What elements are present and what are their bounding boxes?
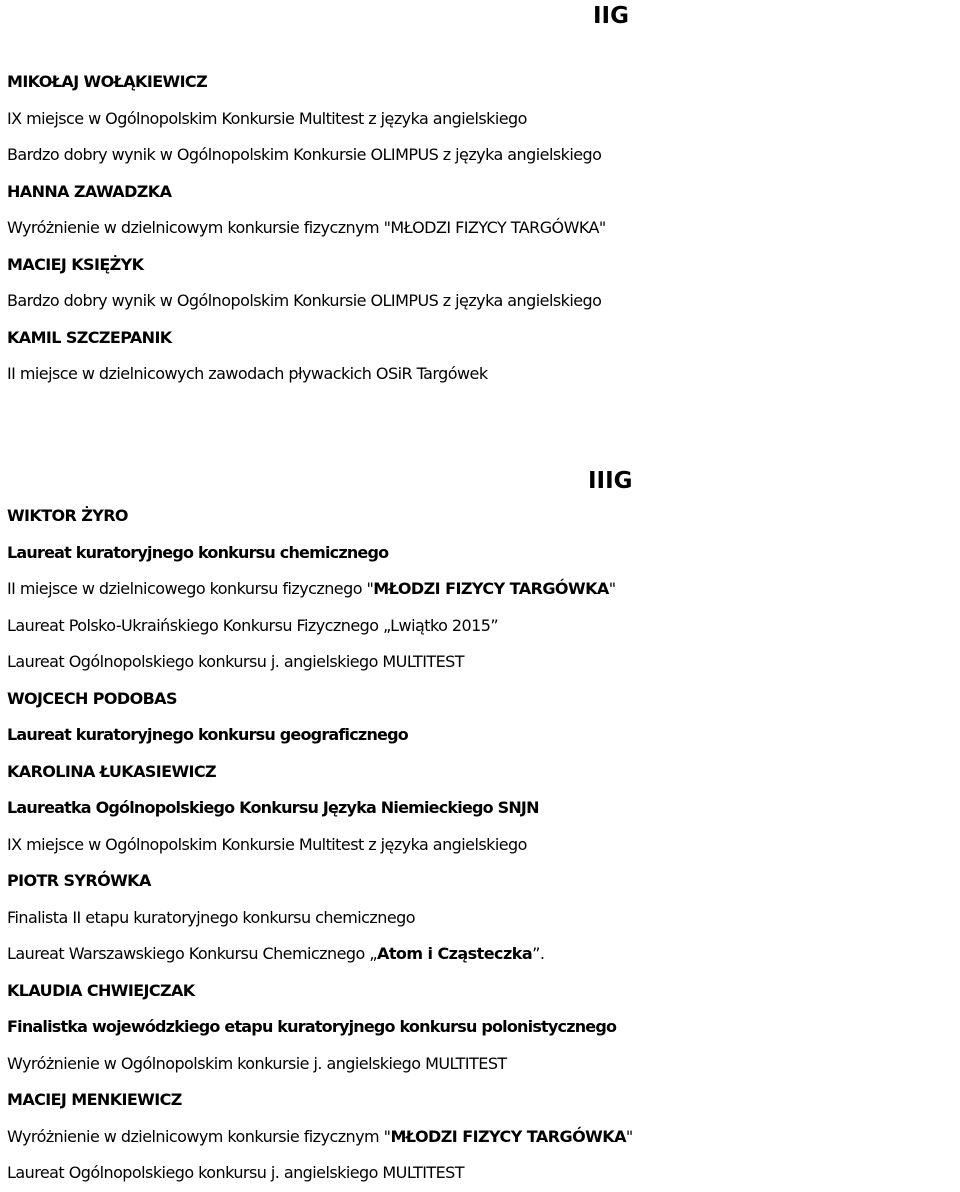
text-segment: Wyróżnienie w dzielnicowym konkursie fizycznym "MŁODZI FIZYCY TARGÓWKA" bbox=[7, 218, 606, 237]
bold-text-segment: Laureatka Ogólnopolskiego Konkursu Języka Niemieckiego SNJN bbox=[7, 798, 539, 817]
text-segment: Laureat Ogólnopolskiego konkursu j. angielskiego MULTITEST bbox=[7, 1163, 465, 1182]
achievement-line bbox=[7, 900, 959, 937]
bold-text-segment: MACIEJ MENKIEWICZ bbox=[7, 1090, 182, 1109]
achievement-line bbox=[7, 1046, 959, 1083]
text-segment: Laureat Warszawskiego Konkursu Chemicznego „ bbox=[7, 944, 377, 963]
text-segment: Bardzo dobry wynik w Ogólnopolskim Konkursie OLIMPUS z języka angielskiego bbox=[7, 291, 602, 310]
bold-text-segment: Finalistka wojewódzkiego etapu kuratoryjnego konkursu polonistycznego bbox=[7, 1017, 617, 1036]
student-name bbox=[7, 681, 959, 718]
student-name bbox=[7, 863, 959, 900]
bold-text-segment: KAROLINA ŁUKASIEWICZ bbox=[7, 761, 217, 781]
achievement-line bbox=[7, 210, 959, 247]
text-segment: Finalista II etapu kuratoryjnego konkursu chemicznego bbox=[7, 907, 415, 927]
text-segment: IX miejsce w Ogólnopolskim Konkursie Multitest z języka angielskiego bbox=[7, 108, 527, 128]
bold-text-segment: KLAUDIA CHWIEJCZAK bbox=[7, 980, 195, 1000]
bold-text-segment: MŁODZI FIZYCY TARGÓWKA bbox=[390, 1126, 626, 1146]
text-segment: " bbox=[625, 1126, 633, 1146]
achievement-line bbox=[7, 356, 959, 393]
student-name bbox=[7, 754, 959, 791]
text-segment: Wyróżnienie w dzielnicowym konkursie fizycznym " bbox=[7, 1126, 391, 1146]
text-segment: ”. bbox=[532, 944, 545, 963]
text-segment: Laureat Ogólnopolskiego konkursu j. angielskiego MULTITEST bbox=[7, 652, 465, 671]
section-iiig bbox=[7, 498, 959, 1192]
student-name bbox=[7, 1082, 959, 1119]
achievement-line bbox=[7, 137, 959, 174]
bold-text-segment: Laureat kuratoryjnego konkursu chemicznego bbox=[7, 542, 389, 562]
bold-text-segment: MŁODZI FIZYCY TARGÓWKA bbox=[373, 579, 609, 598]
student-name bbox=[7, 498, 959, 535]
student-name bbox=[7, 247, 959, 284]
achievement-line bbox=[7, 644, 959, 681]
achievement-line bbox=[7, 283, 959, 320]
class-heading-iiig: IIIG bbox=[588, 468, 633, 494]
achievement-line bbox=[7, 608, 959, 645]
section-iig bbox=[7, 64, 959, 393]
class-heading-iig: IIG bbox=[593, 3, 629, 29]
text-segment: Wyróżnienie w Ogólnopolskim konkursie j. angielskiego MULTITEST bbox=[7, 1053, 507, 1073]
text-segment: Bardzo dobry wynik w Ogólnopolskim Konkursie OLIMPUS z języka angielskiego bbox=[7, 145, 602, 164]
bold-text-segment: Laureat kuratoryjnego konkursu geograficznego bbox=[7, 725, 408, 744]
text-segment: Laureat Polsko-Ukraińskiego Konkursu Fizycznego „Lwiątko 2015” bbox=[7, 615, 499, 635]
bold-text-segment: WOJCECH PODOBAS bbox=[7, 688, 177, 708]
achievement-line bbox=[7, 1009, 959, 1046]
bold-text-segment: PIOTR SYRÓWKA bbox=[7, 871, 151, 890]
achievement-line bbox=[7, 101, 959, 138]
achievement-line bbox=[7, 1119, 959, 1156]
bold-text-segment: MIKOŁAJ WOŁĄKIEWICZ bbox=[7, 72, 208, 91]
text-segment: II miejsce w dzielnicowych zawodach pływackich OSiR Targówek bbox=[7, 364, 488, 383]
student-name bbox=[7, 320, 959, 357]
bold-text-segment: Atom i Cząsteczka bbox=[377, 944, 533, 963]
achievement-line bbox=[7, 936, 959, 973]
bold-text-segment: KAMIL SZCZEPANIK bbox=[7, 327, 172, 347]
text-segment: " bbox=[608, 579, 616, 598]
student-name bbox=[7, 174, 959, 211]
bold-text-segment: WIKTOR ŻYRO bbox=[7, 506, 128, 525]
achievement-line bbox=[7, 827, 959, 864]
text-segment: IX miejsce w Ogólnopolskim Konkursie Multitest z języka angielskiego bbox=[7, 834, 527, 854]
student-name bbox=[7, 64, 959, 101]
achievement-line bbox=[7, 535, 959, 572]
achievement-line bbox=[7, 717, 959, 754]
text-segment: II miejsce w dzielnicowego konkursu fizycznego " bbox=[7, 579, 374, 598]
student-name bbox=[7, 973, 959, 1010]
bold-text-segment: HANNA ZAWADZKA bbox=[7, 181, 172, 201]
achievement-line bbox=[7, 1155, 959, 1192]
achievement-line bbox=[7, 571, 959, 608]
bold-text-segment: MACIEJ KSIĘŻYK bbox=[7, 254, 144, 274]
achievement-line bbox=[7, 790, 959, 827]
